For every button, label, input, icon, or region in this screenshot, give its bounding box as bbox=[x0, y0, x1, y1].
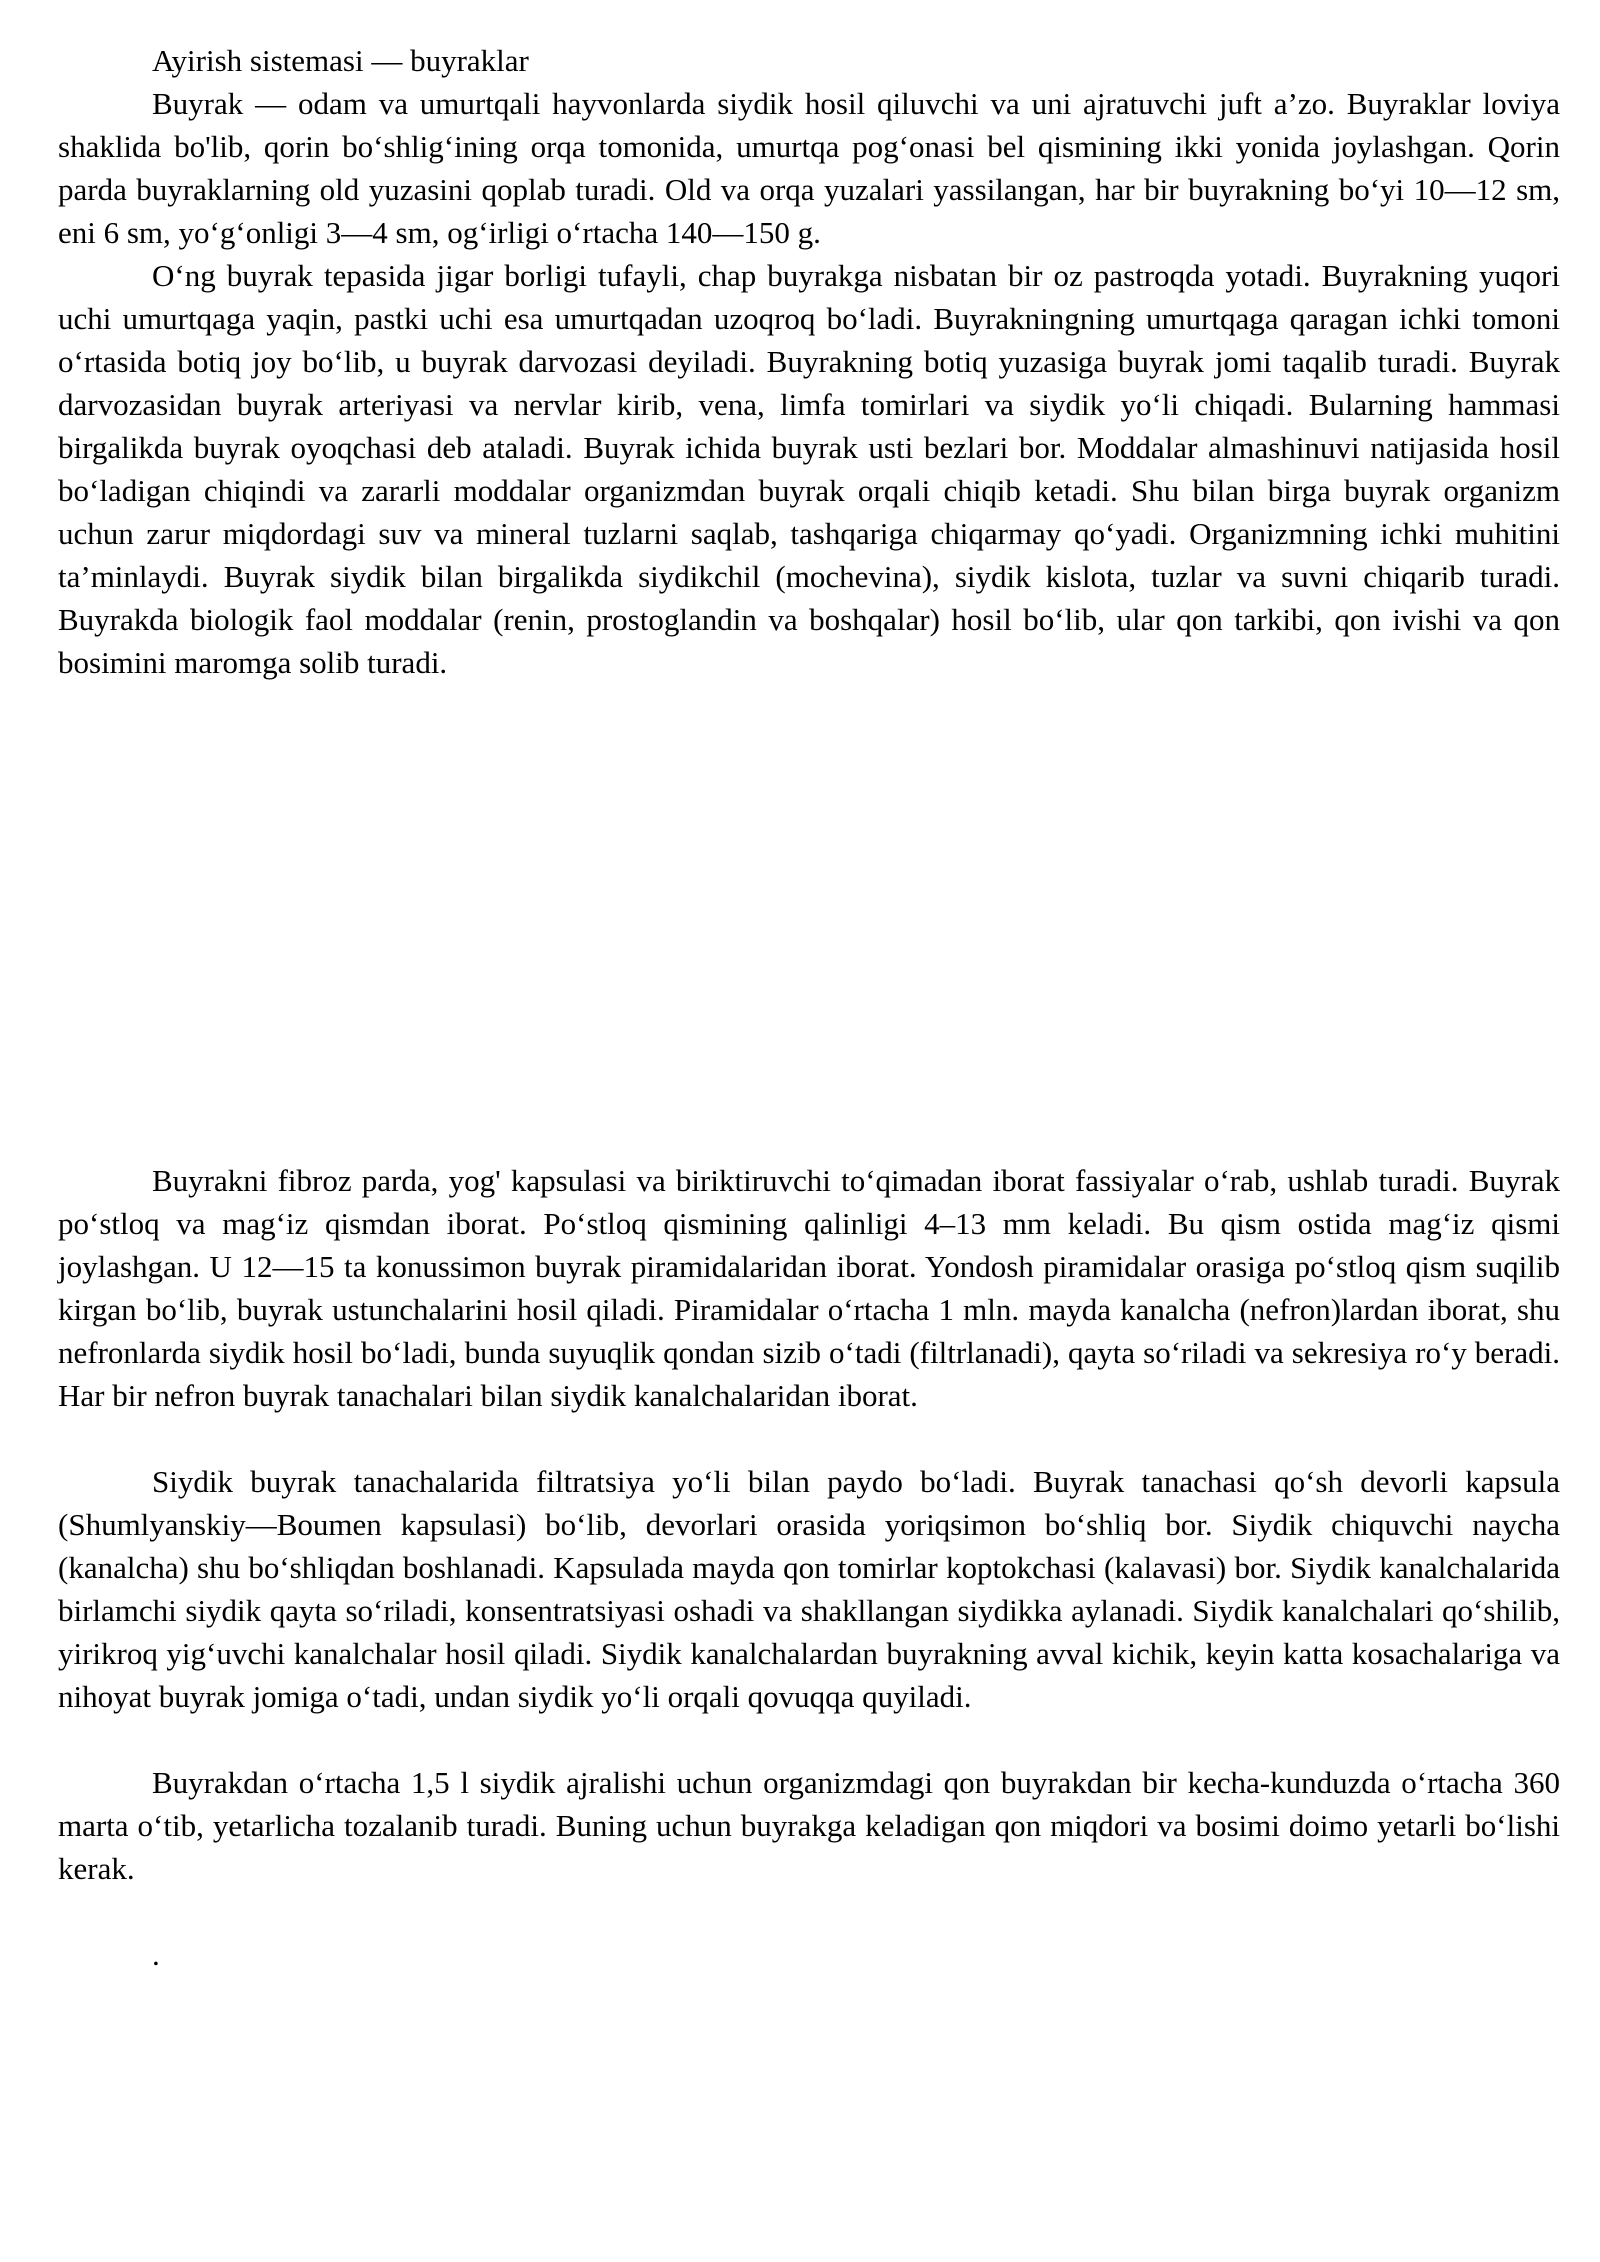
paragraph-buyrak-definition: Buyrak — odam va umurtqali hayvonlarda siydik hosil qiluvchi va uni ajratuvchi juft a’zo. Buyraklar loviya shaklida bo'lib, qorin bo‘shlig‘ining orqa tomonida, umurtqa pog‘onasi bel qismining ikki yonida joylashgan. Qorin parda buyraklarning old yuzasini qoplab turadi. Old va orqa yuzalari yassilangan, har bir buyrakning bo‘yi 10—12 sm, eni 6 sm, yo‘g‘onligi 3—4 sm, og‘irligi o‘rtacha 140—150 g. bbox=[58, 86, 1560, 250]
paragraph-siydik-formation: Siydik buyrak tanachalarida filtratsiya yo‘li bilan paydo bo‘ladi. Buyrak tanachasi qo‘sh devorli kapsula (Shumlyanskiy—Boumen kapsulasi) bo‘lib, devorlari orasida yoriqsimon bo‘shliq bor. Siydik chiquvchi naycha (kanalcha) shu bo‘shliqdan boshlanadi. Kapsulada mayda qon tomirlar koptokchasi (kalavasi) bor. Siydik kanalchalarida birlamchi siydik qayta so‘riladi, konsentratsiyasi oshadi va shakllangan siydikka aylanadi. Siydik kanalchalari qo‘shilib, yirikroq yig‘uvchi kanalchalar hosil qiladi. Siydik kanalchalardan buyrakning avval kichik, keyin katta kosachalariga va nihoyat buyrak jomiga o‘tadi, undan siydik yo‘li orqali qovuqqa quyiladi. bbox=[58, 1464, 1560, 1714]
trailing-period: . bbox=[152, 1937, 160, 1972]
paragraph-gap bbox=[58, 1890, 1560, 1933]
paragraph-buyrak-location: O‘ng buyrak tepasida jigar borligi tufayli, chap buyrakga nisbatan bir oz pastroqda yotadi. Buyrakning yuqori uchi umurtqaga yaqin, pastki uchi esa umurtqadan uzoqroq bo‘ladi. Buyrakningning umurtqaga qaragan ichki tomoni o‘rtasida botiq joy bo‘lib, u buyrak darvozasi deyiladi. Buyrakning botiq yuzasiga buyrak jomi taqalib turadi. Buyrak darvozasidan buyrak arteriyasi va nervlar kirib, vena, limfa tomirlari va siydik yo‘li chiqadi. Bularning hammasi birgalikda buyrak oyoqchasi deb ataladi. Buyrak ichida buyrak usti bezlari bor. Moddalar almashinuvi natijasida hosil bo‘ladigan chiqindi va zararli moddalar organizmdan buyrak orqali chiqib ketadi. Shu bilan birga buyrak organizm uchun zarur miqdordagi suv va mineral tuzlarni saqlab, tashqariga chiqarmay qo‘yadi. Organizmning ichki muhitini ta’minlaydi. Buyrak siydik bilan birgalikda siydikchil (mochevina), siydik kislota, tuzlar va suvni chiqarib turadi. Buyrakda biologik faol moddalar (renin, prostoglandin va boshqalar) hosil bo‘lib, ular qon tarkibi, qon ivishi va qon bosimini maromga solib turadi. bbox=[58, 258, 1560, 680]
paragraph-gap bbox=[58, 1718, 1560, 1761]
bottom-text-block bbox=[58, 1159, 1560, 1976]
document-title: Ayirish sistemasi — buyraklar bbox=[152, 43, 529, 78]
paragraph-buyrak-structure: Buyrakni fibroz parda, yog' kapsulasi va biriktiruvchi to‘qimadan iborat fassiyalar o‘rab, ushlab turadi. Buyrak po‘stloq va mag‘iz qismdan iborat. Po‘stloq qismining qalinligi 4–13 mm keladi. Bu qism ostida mag‘iz qismi joylashgan. U 12—15 ta konussimon buyrak piramidalaridan iborat. Yondosh piramidalar orasiga po‘stloq qism suqilib kirgan bo‘lib, buyrak ustunchalarini hosil qiladi. Piramidalar o‘rtacha 1 mln. mayda kanalcha (nefron)lardan iborat, shu nefronlarda siydik hosil bo‘ladi, bunda suyuqlik qondan sizib o‘tadi (filtrlanadi), qayta so‘riladi va sekresiya ro‘y beradi. Har bir nefron buyrak tanachalari bilan siydik kanalchalaridan iborat. bbox=[58, 1163, 1560, 1413]
paragraph-gap bbox=[58, 1417, 1560, 1460]
top-text-block bbox=[58, 39, 1560, 684]
paragraph-blood-flow: Buyrakdan o‘rtacha 1,5 l siydik ajralishi uchun organizmdagi qon buyrakdan bir kecha-kunduzda o‘rtacha 360 marta o‘tib, yetarlicha tozalanib turadi. Buning uchun buyrakga keladigan qon miqdori va bosimi doimo yetarli bo‘lishi kerak. bbox=[58, 1765, 1560, 1886]
